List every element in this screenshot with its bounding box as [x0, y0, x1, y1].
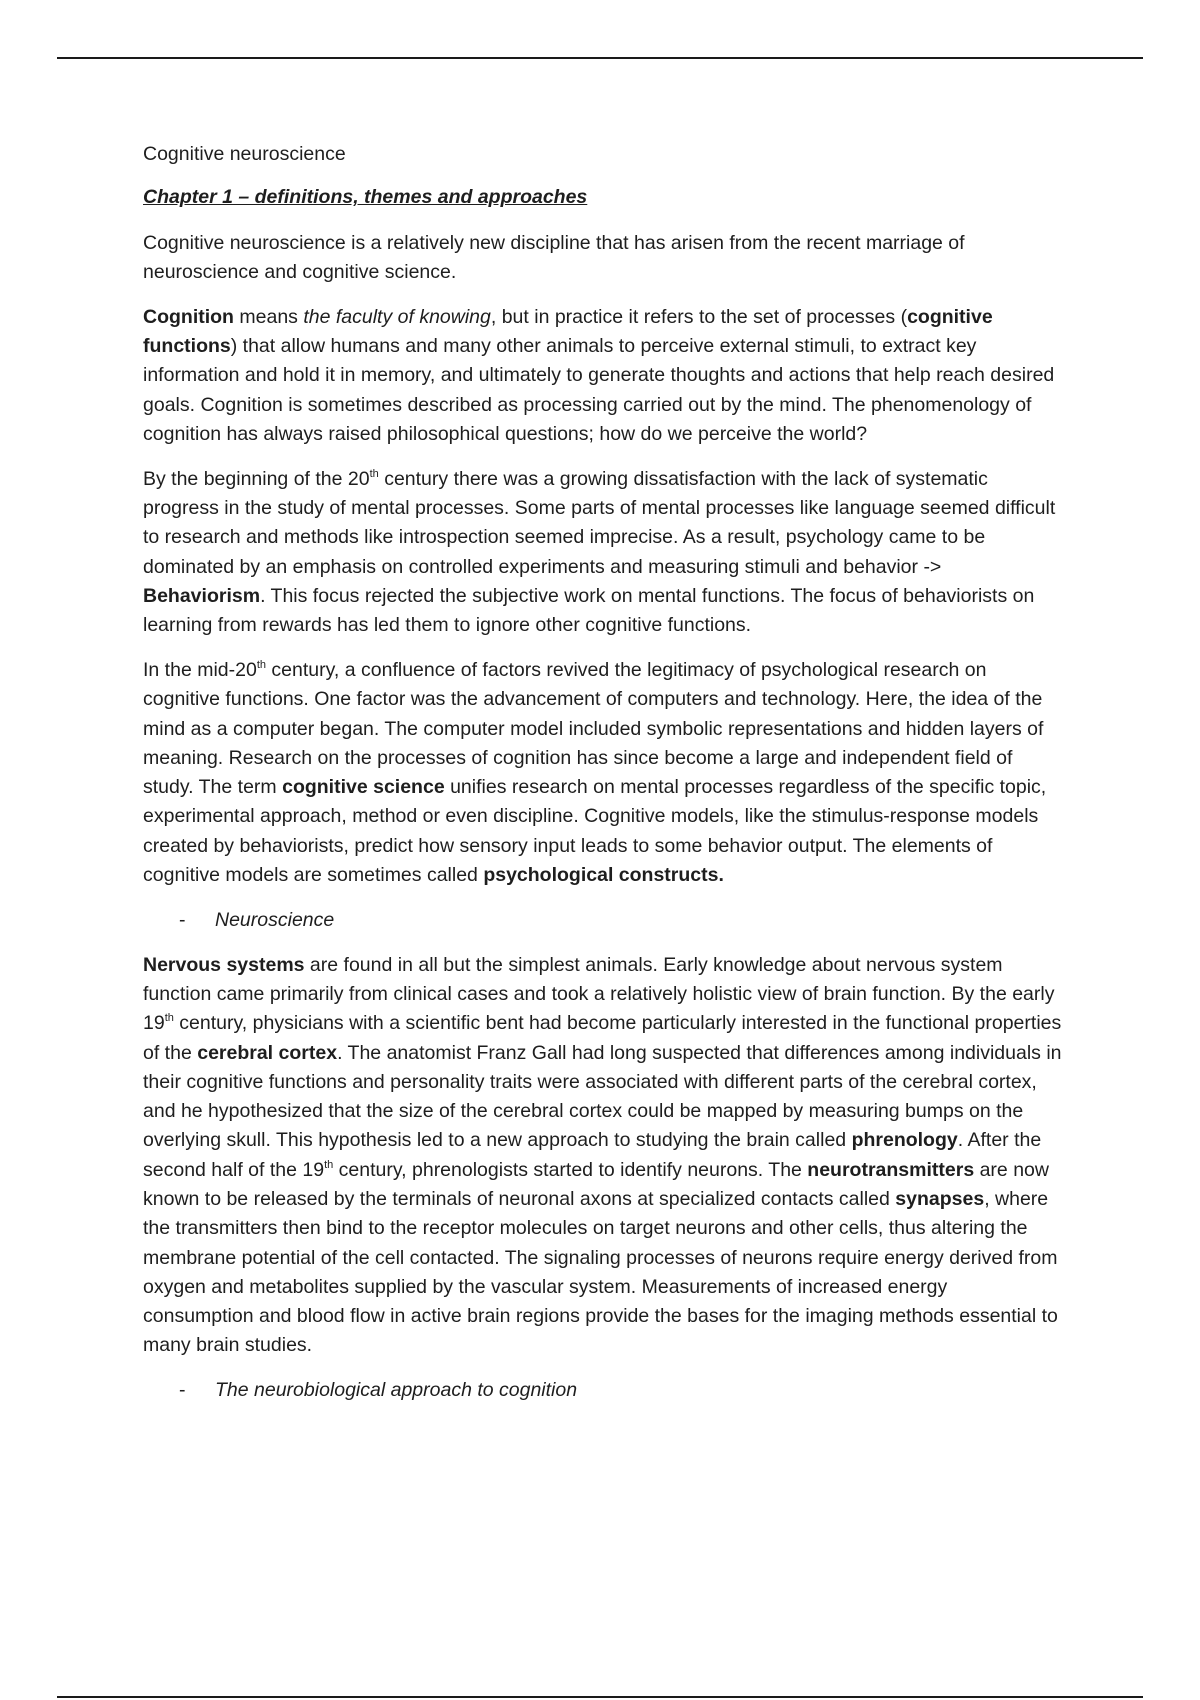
bullet-dash: - [179, 908, 186, 931]
term-nervous-systems: Nervous systems [143, 953, 305, 976]
header-rule [57, 57, 1143, 59]
paragraph-cognitive-science: In the mid-20th century, a confluence of factors revived the legitimacy of psychological research on cognitive functions. One factor was the advancement of computers and technology. Here, the idea of the mind as a computer began. The computer model included symbolic representations and hidden layers of meaning. Research on the processes of cognition has since become a large and independent field of study. The term cognitive science unifies research on mental processes regardless of the specific topic, experimental approach, method or even discipline. Cognitive models, like the stimulus-response models created by behaviorists, predict how sensory input leads to some behavior output. The elements of cognitive models are sometimes called psychological constructs. [143, 658, 1047, 887]
bullet-label: Neuroscience [215, 908, 335, 931]
paragraph-behaviorism: By the beginning of the 20th century there was a growing dissatisfaction with the lack of systematic progress in the study of mental processes. Some parts of mental processes like language seemed difficult to research and methods like introspection seemed imprecise. As a result, psychology came to be dominated by an emphasis on controlled experiments and measuring stimuli and behavior -> Behaviorism. This focus rejected the subjective work on mental functions. The focus of behaviorists on learning from rewards has led them to ignore other cognitive functions. [143, 467, 1056, 637]
paragraph-nervous-systems: Nervous systems are found in all but the simplest animals. Early knowledge about nervous system function came primarily from clinical cases and took a relatively holistic view of brain function. By the early 19th century, physicians with a scientific bent had become particularly interested in the functional properties of the cerebral cortex. The anatomist Franz Gall had long suspected that differences among individuals in their cognitive functions and personality traits were associated with different parts of the cerebral cortex, and he hypothesized that the size of the cerebral cortex could be mapped by measuring bumps on the overlying skull. This hypothesis led to a new approach to studying the brain called phrenology. After the second half of the 19th century, phrenologists started to identify neurons. The neurotransmitters are now known to be released by the terminals of neuronal axons at specialized contacts called synapses, where the transmitters then bind to the receptor molecules on target neurons and other cells, thus altering the membrane potential of the cell contacted. The signaling processes of neurons require energy derived from oxygen and metabolites supplied by the vascular system. Measurements of increased energy consumption and blood flow in active brain regions provide the bases for the imaging methods essential to many brain studies. [143, 953, 1062, 1357]
term-synapses: synapses [895, 1188, 985, 1210]
paragraph-intro: Cognitive neuroscience is a relatively new discipline that has arisen from the recent marriage of neuroscience and cognitive science. [143, 231, 965, 283]
term-neurotransmitters: neurotransmitters [807, 1158, 975, 1181]
document-title: Cognitive neuroscience [143, 143, 346, 165]
term-cognitive-science: cognitive science [282, 776, 445, 799]
footer-rule [57, 1696, 1143, 1698]
term-phrenology: phrenology [851, 1129, 958, 1152]
bullet-dash: - [179, 1379, 186, 1402]
term-behaviorism: Behaviorism [143, 584, 261, 607]
term-cerebral-cortex: cerebral cortex [197, 1041, 338, 1064]
phrase-faculty-of-knowing: the faculty of knowing [303, 305, 491, 328]
term-cognitive-functions: cognitive functions [143, 305, 993, 357]
chapter-heading: Chapter 1 – definitions, themes and approaches [143, 186, 588, 209]
bullet-neuroscience [143, 906, 1063, 935]
paragraph-cognition: Cognition means the faculty of knowing, but in practice it refers to the set of processes (cognitive functions) that allow humans and many other animals to perceive external stimuli, to extract key information and hold it in memory, and ultimately to generate thoughts and actions that help reach desired goals. Cognition is sometimes described as processing carried out by the mind. The phenomenology of cognition has always raised philosophical questions; how do we perceive the world? [143, 305, 1055, 445]
term-cognition: Cognition [143, 305, 234, 328]
bullet-label: The neurobiological approach to cognition [215, 1379, 578, 1402]
term-psychological-constructs: psychological constructs. [483, 864, 724, 887]
document-body [143, 140, 1063, 1421]
bullet-neurobiological-approach [143, 1376, 1063, 1405]
